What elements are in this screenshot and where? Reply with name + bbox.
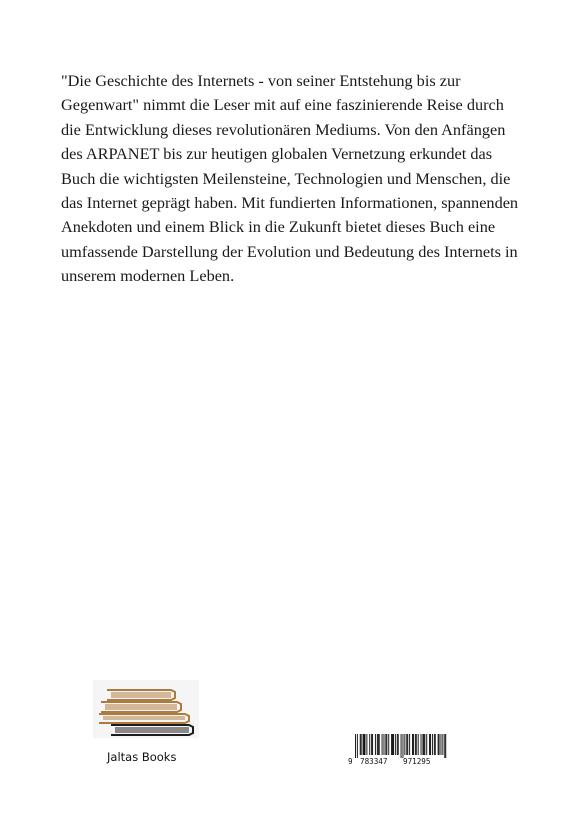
barcode-bar: [438, 734, 439, 755]
barcode-bar: [407, 734, 408, 755]
barcode-bar: [357, 734, 358, 758]
barcode-bar: [385, 734, 386, 755]
barcode-bar: [444, 734, 445, 758]
barcode-bar: [403, 734, 404, 758]
barcode-bar: [442, 734, 443, 755]
barcode-bar: [386, 734, 387, 755]
barcode-bar: [424, 734, 425, 755]
back-cover-blurb: "Die Geschichte des Internets - von seiner Entstehung bis zur Gegenwart" nimmt die Leser mit auf eine faszinierende Reise durch die Entwicklung dieses revolutionären Mediums. Von den Anfängen des ARPANET bis zur heutigen globalen Vernetzung erkundet das Buch die wichtigsten Meilensteine, Technologien und Menschen, die das Internet geprägt haben. Mit fundierten Informationen, spannenden Anekdoten und einem Blick in die Zukunft bietet dieses Buch eine umfassende Darstellung der Evolution und Bedeutung des Internets in unserem modernen Leben.: [61, 71, 519, 286]
barcode-bar: [365, 734, 366, 755]
barcode-right-group: 971295: [403, 757, 431, 766]
barcode-bar: [372, 734, 373, 755]
barcode-bar: [435, 734, 436, 755]
barcode-bar: [416, 734, 417, 755]
barcode-bars: [347, 734, 447, 758]
barcode-bar: [432, 734, 433, 755]
isbn-barcode: [347, 734, 447, 768]
barcode-bar: [393, 734, 394, 755]
stacked-books-icon: [93, 680, 199, 738]
barcode-bar: [366, 734, 367, 755]
barcode-bar: [382, 734, 383, 755]
barcode-bar: [378, 734, 379, 755]
barcode-bar: [371, 734, 372, 755]
barcode-bar: [397, 734, 398, 755]
barcode-bar: [445, 734, 446, 758]
barcode-digits: [347, 757, 447, 769]
barcode-bar: [404, 734, 405, 755]
barcode-bar: [375, 734, 376, 755]
barcode-left-group: 783347: [360, 757, 388, 766]
publisher-name: Jaltas Books: [107, 750, 177, 764]
barcode-bar: [412, 734, 413, 755]
barcode-bar: [392, 734, 393, 755]
barcode-bar: [423, 734, 424, 755]
barcode-bar: [364, 734, 365, 755]
barcode-bar: [429, 734, 430, 755]
barcode-bar: [434, 734, 435, 755]
barcode-bar: [430, 734, 431, 755]
barcode-bar: [401, 734, 402, 758]
barcode-lead-digit: 9: [348, 757, 353, 766]
barcode-bar: [355, 734, 356, 758]
barcode-bar: [361, 734, 362, 755]
barcode-bar: [413, 734, 414, 755]
barcode-bar: [379, 734, 380, 755]
barcode-bar: [398, 734, 399, 755]
barcode-bar: [421, 734, 422, 755]
barcode-bar: [377, 734, 378, 755]
barcode-bar: [360, 734, 361, 755]
barcode-bar: [369, 734, 370, 755]
barcode-bar: [409, 734, 410, 755]
barcode-bar: [441, 734, 442, 755]
barcode-bar: [439, 734, 440, 755]
barcode-bar: [395, 734, 396, 755]
barcode-bar: [418, 734, 419, 755]
barcode-bar: [426, 734, 427, 755]
barcode-bar: [363, 734, 364, 755]
publisher-block: [93, 680, 203, 770]
barcode-bar: [384, 734, 385, 755]
barcode-bar: [388, 734, 389, 755]
barcode-bar: [391, 734, 392, 755]
barcode-bar: [406, 734, 407, 755]
barcode-bar: [422, 734, 423, 755]
barcode-bar: [415, 734, 416, 755]
